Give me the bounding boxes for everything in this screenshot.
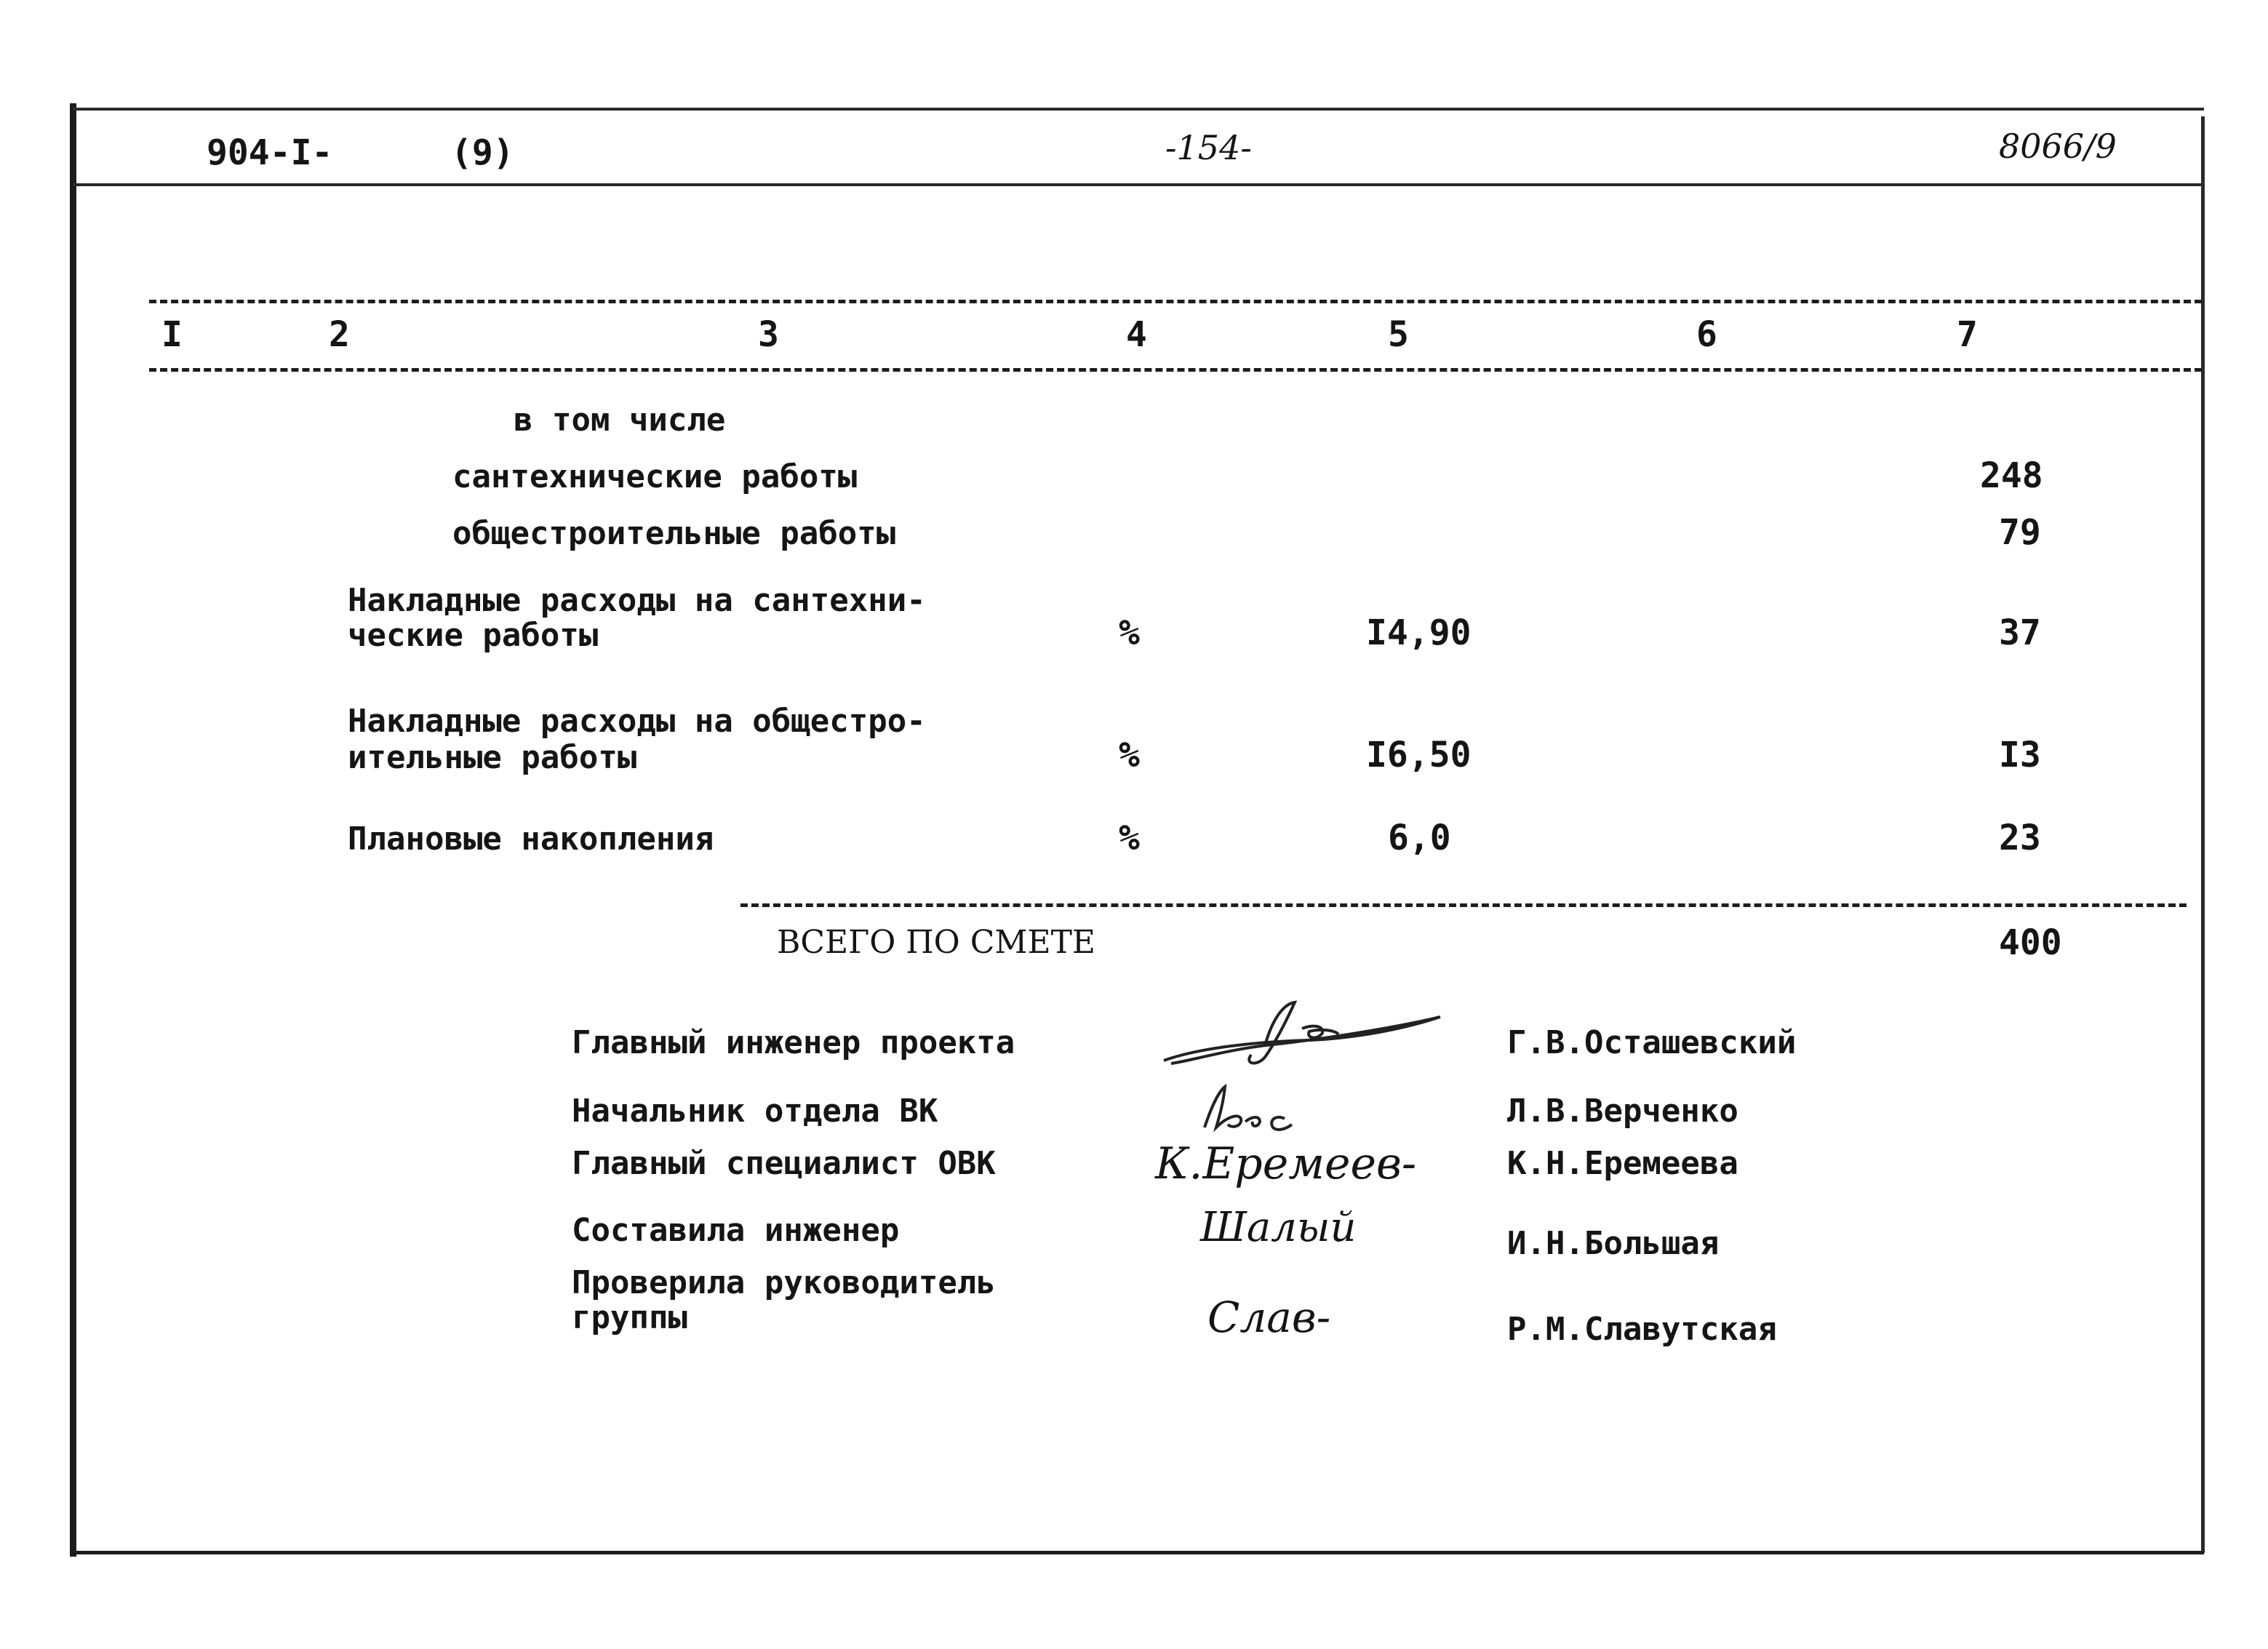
signature-group-lead: Слав- <box>1207 1293 1331 1342</box>
grand-total-rule <box>740 903 2187 907</box>
signature-engineer: Шалый <box>1200 1204 1357 1251</box>
signatory-3-name: К.Н.Еремеева <box>1507 1145 1738 1182</box>
row-overhead-construction-unit: % <box>1119 735 1140 775</box>
column-header-6: 6 <box>1696 314 1717 355</box>
row-planned-savings-total: 23 <box>1999 818 2041 858</box>
signatory-5-position-1: Проверила руководитель <box>572 1264 996 1301</box>
row-overhead-plumbing-desc-1: Накладные расходы на сантехни- <box>348 582 926 619</box>
signatory-2-name: Л.В.Верченко <box>1507 1093 1738 1130</box>
row-overhead-plumbing-rate: I4,90 <box>1366 612 1472 653</box>
row-planned-savings-desc: Плановые накопления <box>348 820 714 858</box>
column-header-top-rule <box>149 300 2202 303</box>
row-overhead-plumbing-total: 37 <box>1999 612 2041 653</box>
row-including-label: в том числе <box>514 402 726 439</box>
row-overhead-construction-rate: I6,50 <box>1366 735 1472 775</box>
signatory-3-position: Главный специалист ОВК <box>572 1145 996 1182</box>
column-header-2: 2 <box>329 314 350 355</box>
signatory-2-position: Начальник отдела ВК <box>572 1093 938 1130</box>
row-plumbing-total: 248 <box>1980 455 2043 496</box>
row-construction-total: 79 <box>1999 512 2041 553</box>
frame-top-border <box>73 108 2204 111</box>
row-overhead-construction-total: I3 <box>1999 735 2041 775</box>
row-overhead-construction-desc-2: ительные работы <box>348 739 637 776</box>
page-number: -154- <box>1165 128 1252 167</box>
frame-bottom-border <box>73 1551 2204 1554</box>
archive-number: 8066/9 <box>1999 127 2117 166</box>
grand-total-value: 400 <box>1999 922 2062 963</box>
signatory-4-position: Составила инженер <box>572 1212 900 1249</box>
signature-chief-engineer <box>1157 997 1448 1079</box>
column-header-5: 5 <box>1388 314 1409 355</box>
signatory-5-name: Р.М.Славутская <box>1507 1311 1777 1348</box>
column-header-bottom-rule <box>149 368 2202 372</box>
grand-total-label: ВСЕГО ПО СМЕТЕ <box>777 924 1096 961</box>
doc-code: 904-I- <box>207 132 333 173</box>
signatory-5-position-2: группы <box>572 1299 687 1336</box>
signatory-4-name: И.Н.Большая <box>1507 1225 1720 1262</box>
signatory-1-position: Главный инженер проекта <box>572 1024 1015 1061</box>
row-planned-savings-rate: 6,0 <box>1388 818 1451 858</box>
frame-right-border <box>2201 116 2205 1553</box>
header-separator <box>73 183 2204 186</box>
column-header-1: I <box>161 314 183 355</box>
signature-chief-specialist: К.Еремеев- <box>1155 1138 1417 1189</box>
row-overhead-plumbing-desc-2: ческие работы <box>348 617 599 654</box>
doc-part: (9) <box>451 132 514 173</box>
column-header-3: 3 <box>758 314 779 355</box>
frame-left-border <box>70 103 76 1557</box>
row-plumbing-desc: сантехнические работы <box>452 458 858 495</box>
row-construction-desc: общестроительные работы <box>452 515 896 552</box>
column-header-4: 4 <box>1126 314 1147 355</box>
column-header-7: 7 <box>1957 314 1978 355</box>
signatory-1-name: Г.В.Осташевский <box>1507 1024 1797 1061</box>
row-overhead-plumbing-unit: % <box>1119 612 1140 653</box>
row-planned-savings-unit: % <box>1119 818 1140 858</box>
row-overhead-construction-desc-1: Накладные расходы на общестро- <box>348 703 926 740</box>
signature-department-head <box>1190 1077 1321 1145</box>
